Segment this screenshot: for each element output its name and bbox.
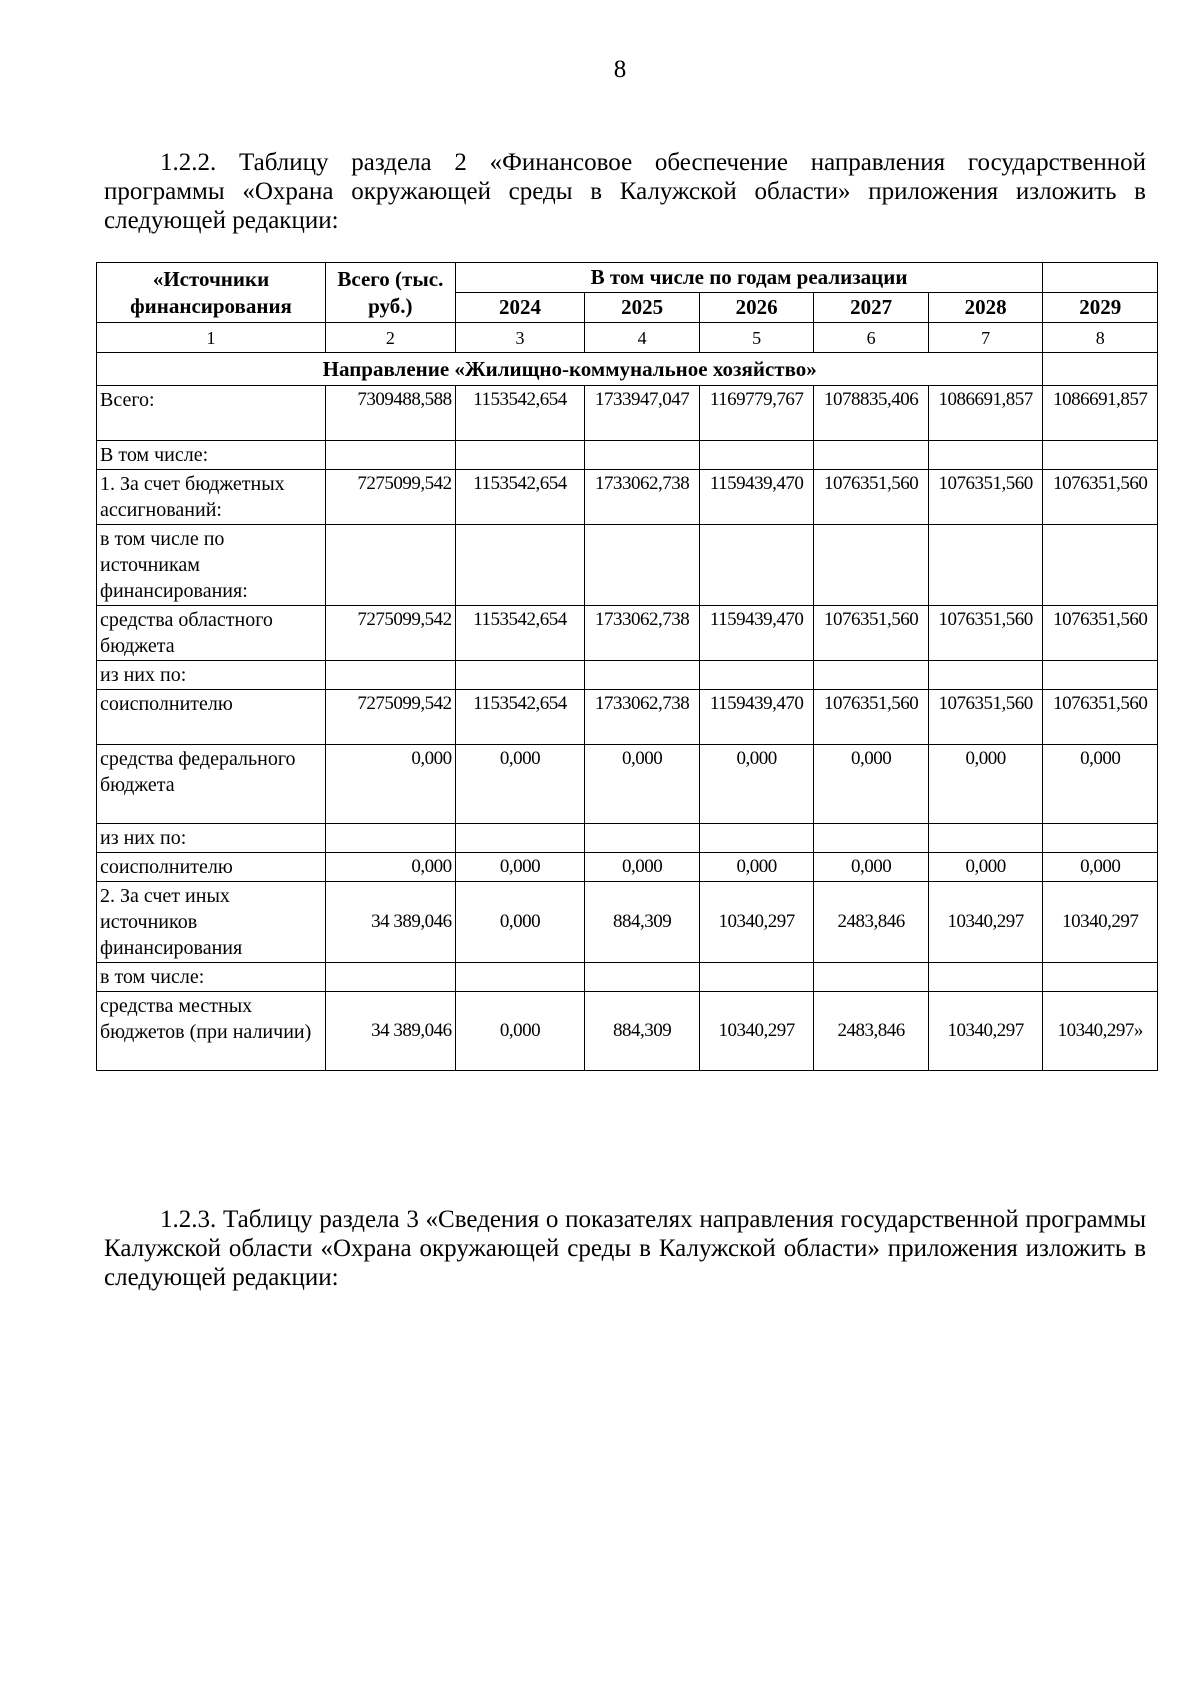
row-label: средства местных бюджетов (при наличии) [97, 992, 326, 1071]
year-value-cell: 0,000 [814, 745, 929, 824]
column-number: 5 [699, 323, 814, 353]
year-value-cell: 1153542,654 [455, 470, 585, 525]
year-value-cell [455, 824, 585, 853]
column-number: 2 [326, 323, 456, 353]
year-value-cell [1043, 661, 1158, 690]
year-value-cell [455, 441, 585, 470]
row-label: в том числе: [97, 963, 326, 992]
table-header-row [97, 263, 1158, 293]
paragraph-1-2-2: 1.2.2. Таблицу раздела 2 «Финансовое обеспечение направления государственной программы «Охрана окружающей среды в Калужской области» приложения изложить в следующей редакции: [104, 149, 1146, 234]
year-value-cell [928, 963, 1043, 992]
year-value-cell: 0,000 [585, 745, 700, 824]
year-value-cell: 1153542,654 [455, 386, 585, 441]
table-row [97, 606, 1158, 661]
year-value-cell [699, 661, 814, 690]
total-cell: 34 389,046 [326, 992, 456, 1071]
year-value-cell: 884,309 [585, 882, 700, 963]
total-cell: 0,000 [326, 853, 456, 882]
header-year: 2029 [1043, 293, 1158, 323]
column-numbers-row [97, 323, 1158, 353]
table-row [97, 992, 1158, 1071]
column-number: 4 [585, 323, 700, 353]
table-row [97, 690, 1158, 745]
header-by-years: В том числе по годам реализации [455, 263, 1043, 293]
total-cell: 34 389,046 [326, 882, 456, 963]
year-value-cell [814, 661, 929, 690]
row-label: 1. За счет бюджетных ассигнований: [97, 470, 326, 525]
year-value-cell: 10340,297 [928, 882, 1043, 963]
total-cell: 7275099,542 [326, 606, 456, 661]
direction-blank-cell [1043, 353, 1158, 386]
column-number: 1 [97, 323, 326, 353]
year-value-cell: 1076351,560 [928, 606, 1043, 661]
paragraph-1-2-3: 1.2.3. Таблицу раздела 3 «Сведения о показателях направления государственной программы Калужской области «Охрана окружающей среды в Калужской области» приложения изложить в следующей редакции: [104, 1206, 1146, 1291]
year-value-cell: 0,000 [455, 882, 585, 963]
year-value-cell [455, 525, 585, 606]
header-year: 2027 [814, 293, 929, 323]
total-cell [326, 525, 456, 606]
year-value-cell: 0,000 [699, 853, 814, 882]
year-value-cell: 0,000 [455, 853, 585, 882]
row-label: из них по: [97, 661, 326, 690]
year-value-cell: 0,000 [455, 992, 585, 1071]
financing-table [96, 262, 1158, 1071]
year-value-cell: 1076351,560 [814, 690, 929, 745]
year-value-cell: 1078835,406 [814, 386, 929, 441]
total-cell: 0,000 [326, 745, 456, 824]
header-year: 2025 [585, 293, 700, 323]
year-value-cell: 0,000 [585, 853, 700, 882]
year-value-cell [1043, 824, 1158, 853]
header-sources: «Источники финансирования [97, 263, 326, 323]
year-value-cell: 1076351,560 [814, 470, 929, 525]
year-value-cell [928, 661, 1043, 690]
year-value-cell [1043, 963, 1158, 992]
year-value-cell: 0,000 [455, 745, 585, 824]
year-value-cell: 0,000 [699, 745, 814, 824]
year-value-cell: 1159439,470 [699, 606, 814, 661]
row-label: Всего: [97, 386, 326, 441]
table-row [97, 525, 1158, 606]
year-value-cell [585, 525, 700, 606]
header-year: 2024 [455, 293, 585, 323]
year-value-cell: 1153542,654 [455, 690, 585, 745]
year-value-cell: 1086691,857 [928, 386, 1043, 441]
year-value-cell [814, 441, 929, 470]
total-cell: 7309488,588 [326, 386, 456, 441]
year-value-cell [928, 441, 1043, 470]
year-value-cell: 10340,297 [928, 992, 1043, 1071]
table-row [97, 470, 1158, 525]
year-value-cell: 1076351,560 [1043, 606, 1158, 661]
direction-title: Направление «Жилищно-коммунальное хозяйство» [97, 353, 1043, 386]
direction-row [97, 353, 1158, 386]
total-cell: 7275099,542 [326, 470, 456, 525]
page-number: 8 [613, 56, 627, 83]
year-value-cell [928, 525, 1043, 606]
column-number: 8 [1043, 323, 1158, 353]
year-value-cell [928, 824, 1043, 853]
year-value-cell: 2483,846 [814, 882, 929, 963]
row-label: соисполнителю [97, 690, 326, 745]
row-label: средства областного бюджета [97, 606, 326, 661]
year-value-cell [585, 441, 700, 470]
year-value-cell: 0,000 [1043, 853, 1158, 882]
year-value-cell: 1153542,654 [455, 606, 585, 661]
year-value-cell: 1733947,047 [585, 386, 700, 441]
column-number: 6 [814, 323, 929, 353]
year-value-cell [814, 963, 929, 992]
year-value-cell [585, 963, 700, 992]
header-year: 2026 [699, 293, 814, 323]
year-value-cell: 0,000 [814, 853, 929, 882]
header-year: 2028 [928, 293, 1043, 323]
year-value-cell [699, 824, 814, 853]
row-label: 2. За счет иных источников финансирования [97, 882, 326, 963]
year-value-cell: 2483,846 [814, 992, 929, 1071]
year-value-cell [814, 824, 929, 853]
table-row [97, 386, 1158, 441]
year-value-cell: 0,000 [1043, 745, 1158, 824]
header-total: Всего (тыс. руб.) [326, 263, 456, 323]
total-cell [326, 824, 456, 853]
table-row [97, 853, 1158, 882]
table-row [97, 441, 1158, 470]
year-value-cell [585, 661, 700, 690]
year-value-cell: 1733062,738 [585, 690, 700, 745]
year-value-cell: 1086691,857 [1043, 386, 1158, 441]
total-cell [326, 661, 456, 690]
row-label: средства федерального бюджета [97, 745, 326, 824]
year-value-cell: 1076351,560 [1043, 690, 1158, 745]
total-cell: 7275099,542 [326, 690, 456, 745]
column-number: 7 [928, 323, 1043, 353]
year-value-cell: 1159439,470 [699, 690, 814, 745]
year-value-cell: 10340,297 [1043, 882, 1158, 963]
year-value-cell: 0,000 [928, 745, 1043, 824]
row-label: из них по: [97, 824, 326, 853]
year-value-cell [699, 963, 814, 992]
year-value-cell [585, 824, 700, 853]
table-row [97, 745, 1158, 824]
table-row [97, 963, 1158, 992]
row-label: соисполнителю [97, 853, 326, 882]
year-value-cell [455, 661, 585, 690]
year-value-cell: 1733062,738 [585, 470, 700, 525]
year-value-cell: 1076351,560 [814, 606, 929, 661]
column-number: 3 [455, 323, 585, 353]
year-value-cell: 10340,297 [699, 882, 814, 963]
total-cell [326, 963, 456, 992]
year-value-cell [455, 963, 585, 992]
year-value-cell: 10340,297 [699, 992, 814, 1071]
row-label: В том числе: [97, 441, 326, 470]
table-row [97, 824, 1158, 853]
year-value-cell: 1076351,560 [928, 690, 1043, 745]
year-value-cell [1043, 525, 1158, 606]
year-value-cell: 1076351,560 [928, 470, 1043, 525]
table-row [97, 882, 1158, 963]
year-value-cell: 1076351,560 [1043, 470, 1158, 525]
year-value-cell [1043, 441, 1158, 470]
year-value-cell: 1169779,767 [699, 386, 814, 441]
year-value-cell [699, 441, 814, 470]
year-value-cell [814, 525, 929, 606]
year-value-cell: 0,000 [928, 853, 1043, 882]
total-cell [326, 441, 456, 470]
year-value-cell: 884,309 [585, 992, 700, 1071]
row-label: в том числе по источникам финансирования: [97, 525, 326, 606]
table-row [97, 661, 1158, 690]
year-value-cell: 10340,297» [1043, 992, 1158, 1071]
year-value-cell: 1733062,738 [585, 606, 700, 661]
header-blank-cell [1043, 263, 1158, 293]
year-value-cell: 1159439,470 [699, 470, 814, 525]
year-value-cell [699, 525, 814, 606]
